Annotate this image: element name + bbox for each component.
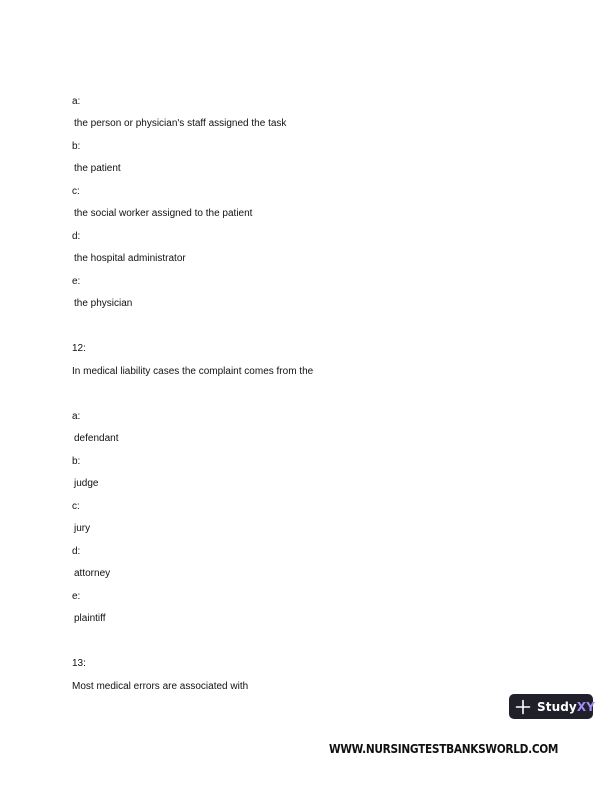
option-a-text: the person or physician's staff assigned the task (74, 118, 287, 129)
option-a-label: a: (72, 411, 81, 422)
option-b-label: b: (72, 141, 81, 152)
question-number: 13: (72, 658, 86, 669)
question-text: Most medical errors are associated with (72, 681, 249, 692)
option-c-label: c: (72, 186, 80, 197)
option-e-label: e: (72, 276, 81, 287)
option-b-label: b: (72, 456, 81, 467)
option-d-label: d: (72, 231, 81, 242)
question-number: 12: (72, 343, 86, 354)
option-a-text: defendant (74, 433, 119, 444)
question-text: In medical liability cases the complaint comes from the (72, 366, 314, 377)
option-c-label: c: (72, 501, 80, 512)
option-c-text: jury (74, 523, 91, 534)
option-a-label: a: (72, 96, 81, 107)
option-d-text: attorney (74, 568, 111, 579)
option-e-text: the physician (74, 298, 133, 309)
studyxy-badge[interactable] (509, 694, 593, 719)
option-d-text: the hospital administrator (74, 253, 186, 264)
plus-sparkle-icon (515, 699, 531, 715)
option-b-text: judge (74, 478, 99, 489)
option-b-text: the patient (74, 163, 121, 174)
footer-url[interactable]: WWW.NURSINGTESTBANKSWORLD.COM (329, 742, 559, 756)
brand-logo: StudyXY (537, 699, 595, 714)
option-c-text: the social worker assigned to the patient (74, 208, 253, 219)
option-e-label: e: (72, 591, 81, 602)
option-e-text: plaintiff (74, 613, 106, 624)
option-d-label: d: (72, 546, 81, 557)
